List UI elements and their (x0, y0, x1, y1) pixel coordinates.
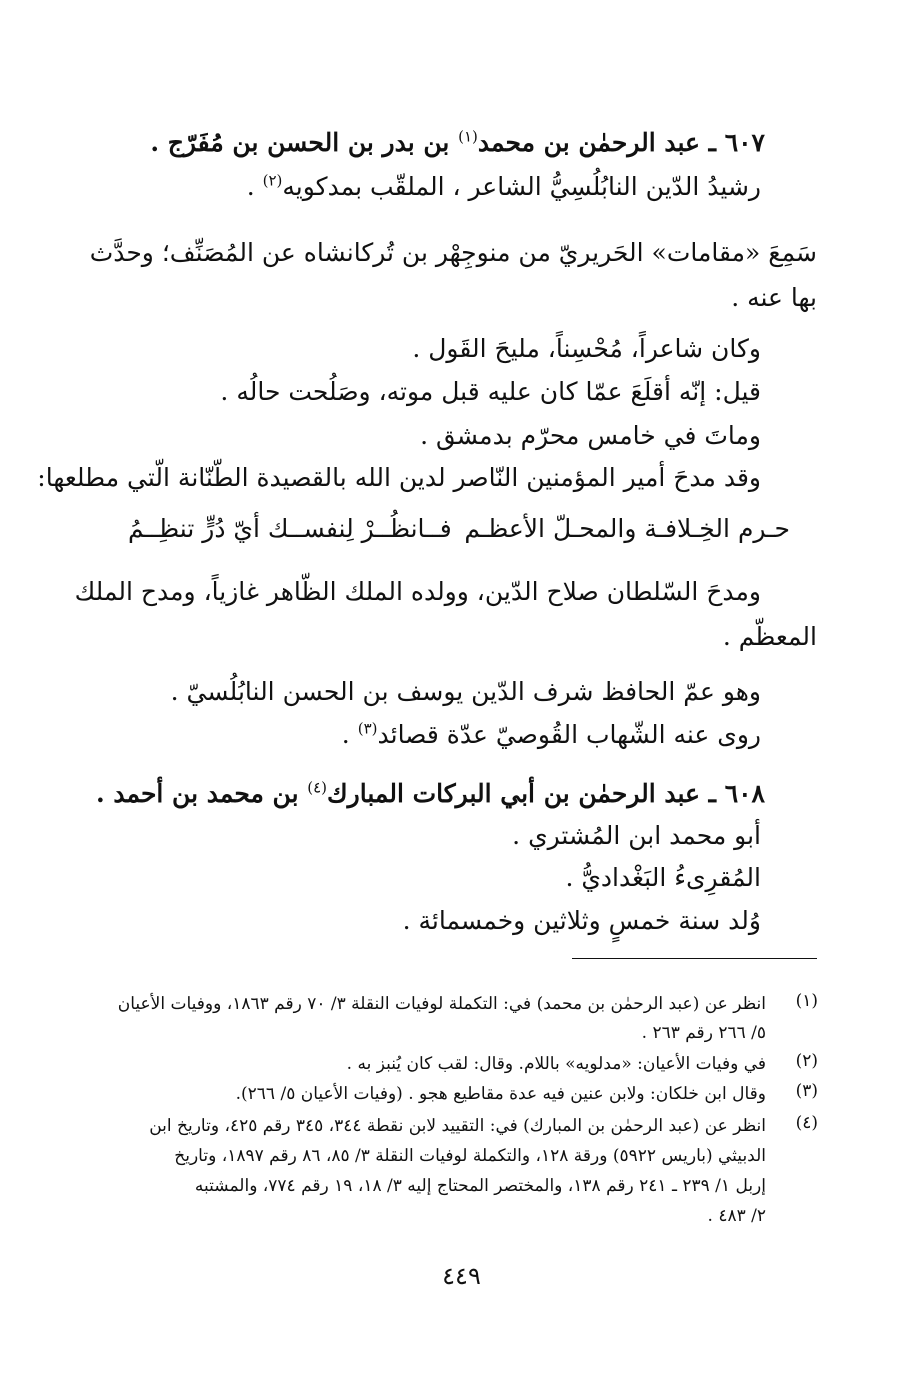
paragraph-2-line-2: المعظّم . (722, 622, 817, 651)
footnote-ref-2[interactable]: (٢) (262, 171, 283, 190)
entry-607-title-end: . (246, 172, 263, 201)
page-number: ٤٤٩ (442, 1262, 481, 1290)
entry-608-nisba-line: المُقرِىءُ البَغْداديُّ . (565, 863, 761, 892)
entry-608-kunya-line: أبو محمد ابن المُشتري . (512, 821, 761, 850)
footnote-4-line-1: انظر عن (عبد الرحمٰن بن المبارك) في: التقييد لابن نقطة ٣٤٤، ٣٤٥ رقم ٤٢٥، وتاريخ ابن (149, 1116, 766, 1136)
entry-608-heading-rest: بن محمد بن أحمد . (95, 779, 308, 808)
footnote-1-line-2: ٥/ ٢٦٦ رقم ٢٦٣ . (641, 1023, 766, 1043)
poet-line: وكان شاعراً، مُحْسِناً، مليحَ القَول . (412, 334, 761, 363)
verse-first-hemistich: حـرم الخِـلافـة والمحـلّ الأعظـم (464, 514, 790, 543)
footnote-1-line-1: انظر عن (عبد الرحمٰن بن محمد) في: التكملة لوفيات النقلة ٣/ ٧٠ رقم ١٨٦٣، ووفيات الأعيان (117, 994, 766, 1014)
footnote-1-number: (١) (795, 991, 818, 1011)
paragraph-1-line-2: بها عنه . (731, 283, 817, 312)
footnote-2-line-1: في وفيات الأعيان: «مدلويه» باللام. وقال: لقب كان يُنبز به . (346, 1054, 766, 1074)
footnote-4-line-3: إربل ١/ ٢٣٩ ـ ٢٤١ رقم ١٣٨، والمختصر المحتاج إليه ٣/ ١٨، ١٩ رقم ٧٧٤، والمشتبه (194, 1176, 766, 1196)
narration-text: روى عنه الشّهاب القُوصيّ عدّة قصائد (377, 720, 761, 749)
entry-607-heading (150, 128, 765, 157)
paragraph-1-line-1: سَمِعَ «مقامات» الحَريريّ من منوجِهْر بن تُركانشاه عن المُصَنِّف؛ وحدَّث (89, 238, 817, 267)
footnote-3-line-1: وقال ابن خلكان: ولابن عنين فيه عدة مقاطيع هجو . (وفيات الأعيان ٥/ ٢٦٦). (235, 1084, 766, 1104)
death-line: وماتَ في خامس محرّم بدمشق . (420, 421, 761, 450)
verse-second-hemistich: فــانظُــرْ لِنفســك أيّ دُرٍّ تنظِــمُ (128, 514, 452, 543)
footnote-ref-3[interactable]: (٣) (357, 719, 378, 738)
paragraph-2-line-1: ومدحَ السّلطان صلاح الدّين، وولده الملك الظّاهر غازياً، ومدح الملك (74, 577, 761, 606)
footnote-4-number: (٤) (795, 1113, 818, 1133)
narration-end: . (341, 720, 358, 749)
entry-607-title-line (247, 172, 761, 201)
uncle-line: وهو عمّ الحافظ شرف الدّين يوسف بن الحسن النابُلُسيّ . (170, 677, 761, 706)
poem-verse (120, 514, 790, 554)
praise-line: وقد مدحَ أمير المؤمنين النّاصر لدين الله بالقصيدة الطّنّانة الّتي مطلعها: (37, 463, 761, 492)
repentance-line: قيل: إنّه أقلَعَ عمّا كان عليه قبل موته، وصَلُحت حالُه . (220, 377, 761, 406)
footnote-2-number: (٢) (795, 1051, 818, 1071)
footnote-separator (572, 958, 817, 959)
entry-607-heading-text: ٦٠٧ ـ عبد الرحمٰن بن محمد (477, 128, 765, 157)
footnote-ref-4[interactable]: (٤) (307, 778, 328, 797)
footnote-4-line-2: الدبيثي (باريس ٥٩٢٢) ورقة ١٢٨، والتكملة لوفيات النقلة ٣/ ٨٥، ٨٦ رقم ١٨٩٧، وتاريخ (174, 1146, 766, 1166)
entry-608-birth-line: وُلد سنة خمسٍ وثلاثين وخمسمائة . (402, 906, 761, 935)
narration-line (342, 720, 761, 749)
footnote-3-number: (٣) (795, 1081, 818, 1101)
entry-607-heading-rest: بن بدر بن الحسن بن مُفَرّج . (150, 128, 459, 157)
entry-608-heading (96, 779, 765, 808)
entry-607-title-text: رشيدُ الدّين النابُلُسِيُّ الشاعر ، الملقّب بمدكويه (282, 172, 761, 201)
entry-608-heading-text: ٦٠٨ ـ عبد الرحمٰن بن أبي البركات المبارك (327, 779, 765, 808)
footnote-4-line-4: ٢/ ٤٨٣ . (707, 1206, 766, 1226)
footnote-ref-1[interactable]: (١) (458, 127, 478, 146)
